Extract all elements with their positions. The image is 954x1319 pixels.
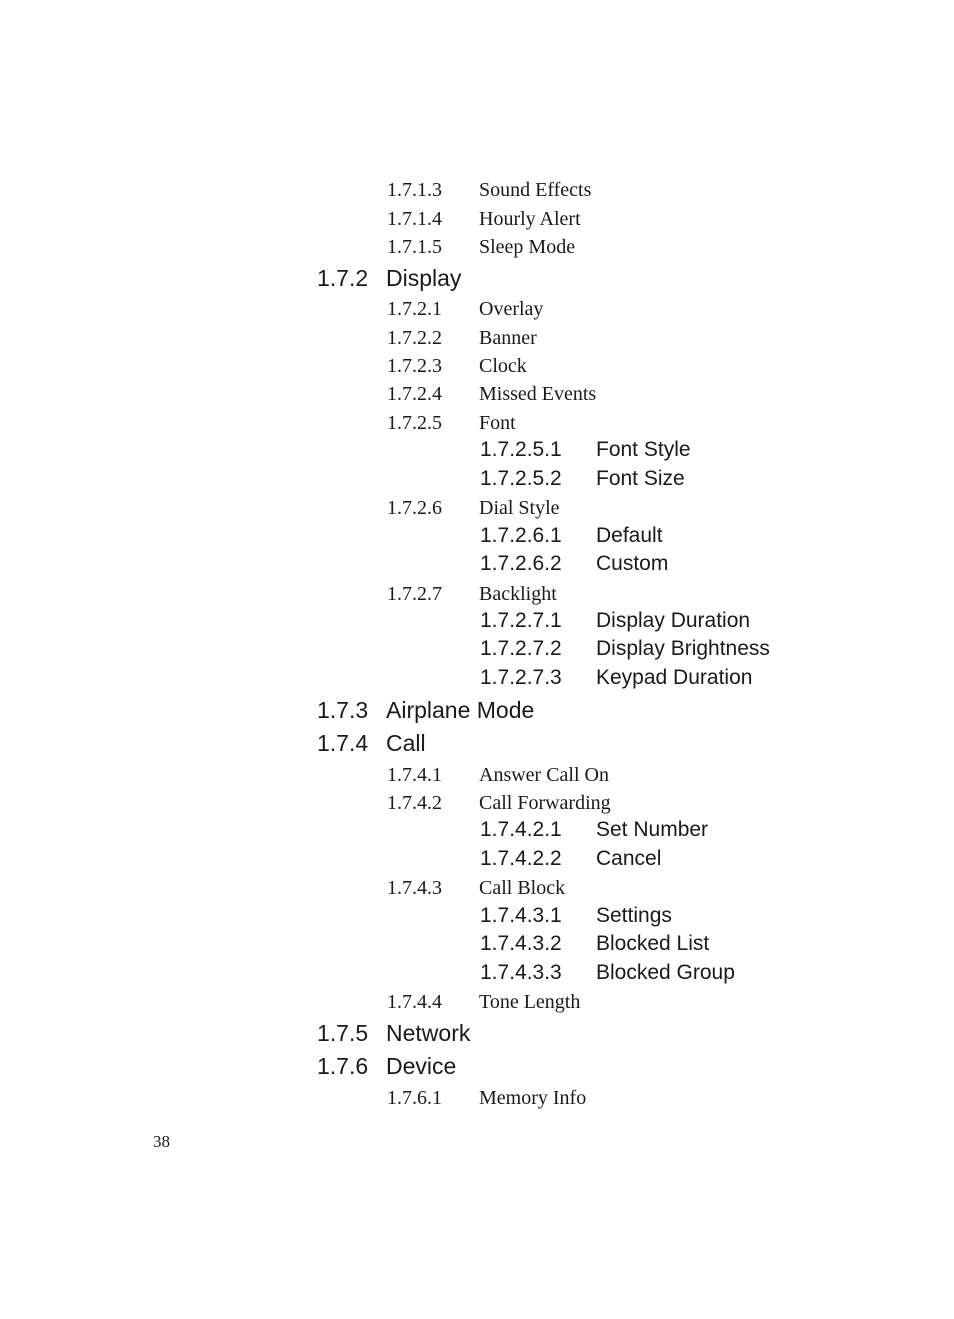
menu-item-number: 1.7.6.1 [387,1087,442,1109]
menu-item-number: 1.7.2.6.1 [480,524,562,547]
menu-item-label: Default [596,524,663,547]
menu-item-label: Device [386,1053,457,1079]
menu-item-label: Keypad Duration [596,666,753,689]
menu-item-label: Sleep Mode [479,236,576,258]
menu-item-number: 1.7.2.1 [387,298,442,320]
menu-item-label: Blocked List [596,932,710,955]
menu-item-number: 1.7.4.3 [387,877,442,899]
menu-item-label: Blocked Group [596,961,735,984]
menu-item-number: 1.7.2.4 [387,383,442,405]
menu-item-label: Settings [596,904,672,927]
menu-item-label: Answer Call On [479,764,609,786]
menu-item-label: Dial Style [479,497,560,519]
menu-item-number: 1.7.2.7.2 [480,637,562,660]
menu-item-label: Network [386,1020,471,1046]
menu-item-number: 1.7.2 [317,265,369,291]
menu-item-label: Banner [479,327,537,349]
menu-item-number: 1.7.6 [317,1053,369,1079]
menu-item-label: Call [386,730,426,756]
menu-item-number: 1.7.4.3.3 [480,961,562,984]
menu-item-number: 1.7.4.3.2 [480,932,562,955]
menu-item-number: 1.7.1.3 [387,179,442,201]
menu-item-number: 1.7.1.4 [387,208,442,230]
menu-item-number: 1.7.2.5.2 [480,467,562,490]
page-number: 38 [153,1132,170,1151]
menu-item-label: Display [386,265,462,291]
menu-item-label: Display Brightness [596,637,770,660]
menu-item-number: 1.7.2.7.1 [480,609,562,632]
menu-item-label: Hourly Alert [479,208,581,230]
menu-item-number: 1.7.5 [317,1020,369,1046]
menu-item-number: 1.7.2.5.1 [480,438,562,461]
menu-item-number: 1.7.2.3 [387,355,442,377]
menu-item-label: Tone Length [479,991,581,1013]
menu-item-number: 1.7.4.2 [387,792,442,814]
menu-item-number: 1.7.4.3.1 [480,904,562,927]
menu-item-label: Call Forwarding [479,792,611,814]
menu-item-number: 1.7.4 [317,730,369,756]
menu-item-label: Set Number [596,818,709,841]
menu-item-label: Font [479,412,516,434]
menu-item-number: 1.7.2.5 [387,412,442,434]
menu-item-number: 1.7.2.2 [387,327,442,349]
menu-item-number: 1.7.4.2.2 [480,847,562,870]
menu-item-label: Clock [479,355,527,377]
menu-item-number: 1.7.2.6 [387,497,442,519]
menu-item-number: 1.7.4.2.1 [480,818,562,841]
menu-item-number: 1.7.3 [317,697,369,723]
menu-item-label: Backlight [479,583,557,605]
menu-item-label: Custom [596,552,669,575]
menu-item-label: Font Size [596,467,685,490]
menu-item-label: Display Duration [596,609,751,632]
menu-item-label: Overlay [479,298,544,320]
menu-item-label: Call Block [479,877,566,899]
menu-item-number: 1.7.1.5 [387,236,442,258]
menu-item-number: 1.7.2.6.2 [480,552,562,575]
menu-item-label: Memory Info [479,1087,587,1109]
menu-item-number: 1.7.4.4 [387,991,442,1013]
menu-item-number: 1.7.2.7.3 [480,666,562,689]
menu-item-number: 1.7.4.1 [387,764,442,786]
menu-item-label: Airplane Mode [386,697,535,723]
menu-item-label: Missed Events [479,383,597,405]
menu-item-label: Font Style [596,438,691,461]
menu-item-label: Cancel [596,847,662,870]
menu-item-number: 1.7.2.7 [387,583,442,605]
menu-item-label: Sound Effects [479,179,592,201]
